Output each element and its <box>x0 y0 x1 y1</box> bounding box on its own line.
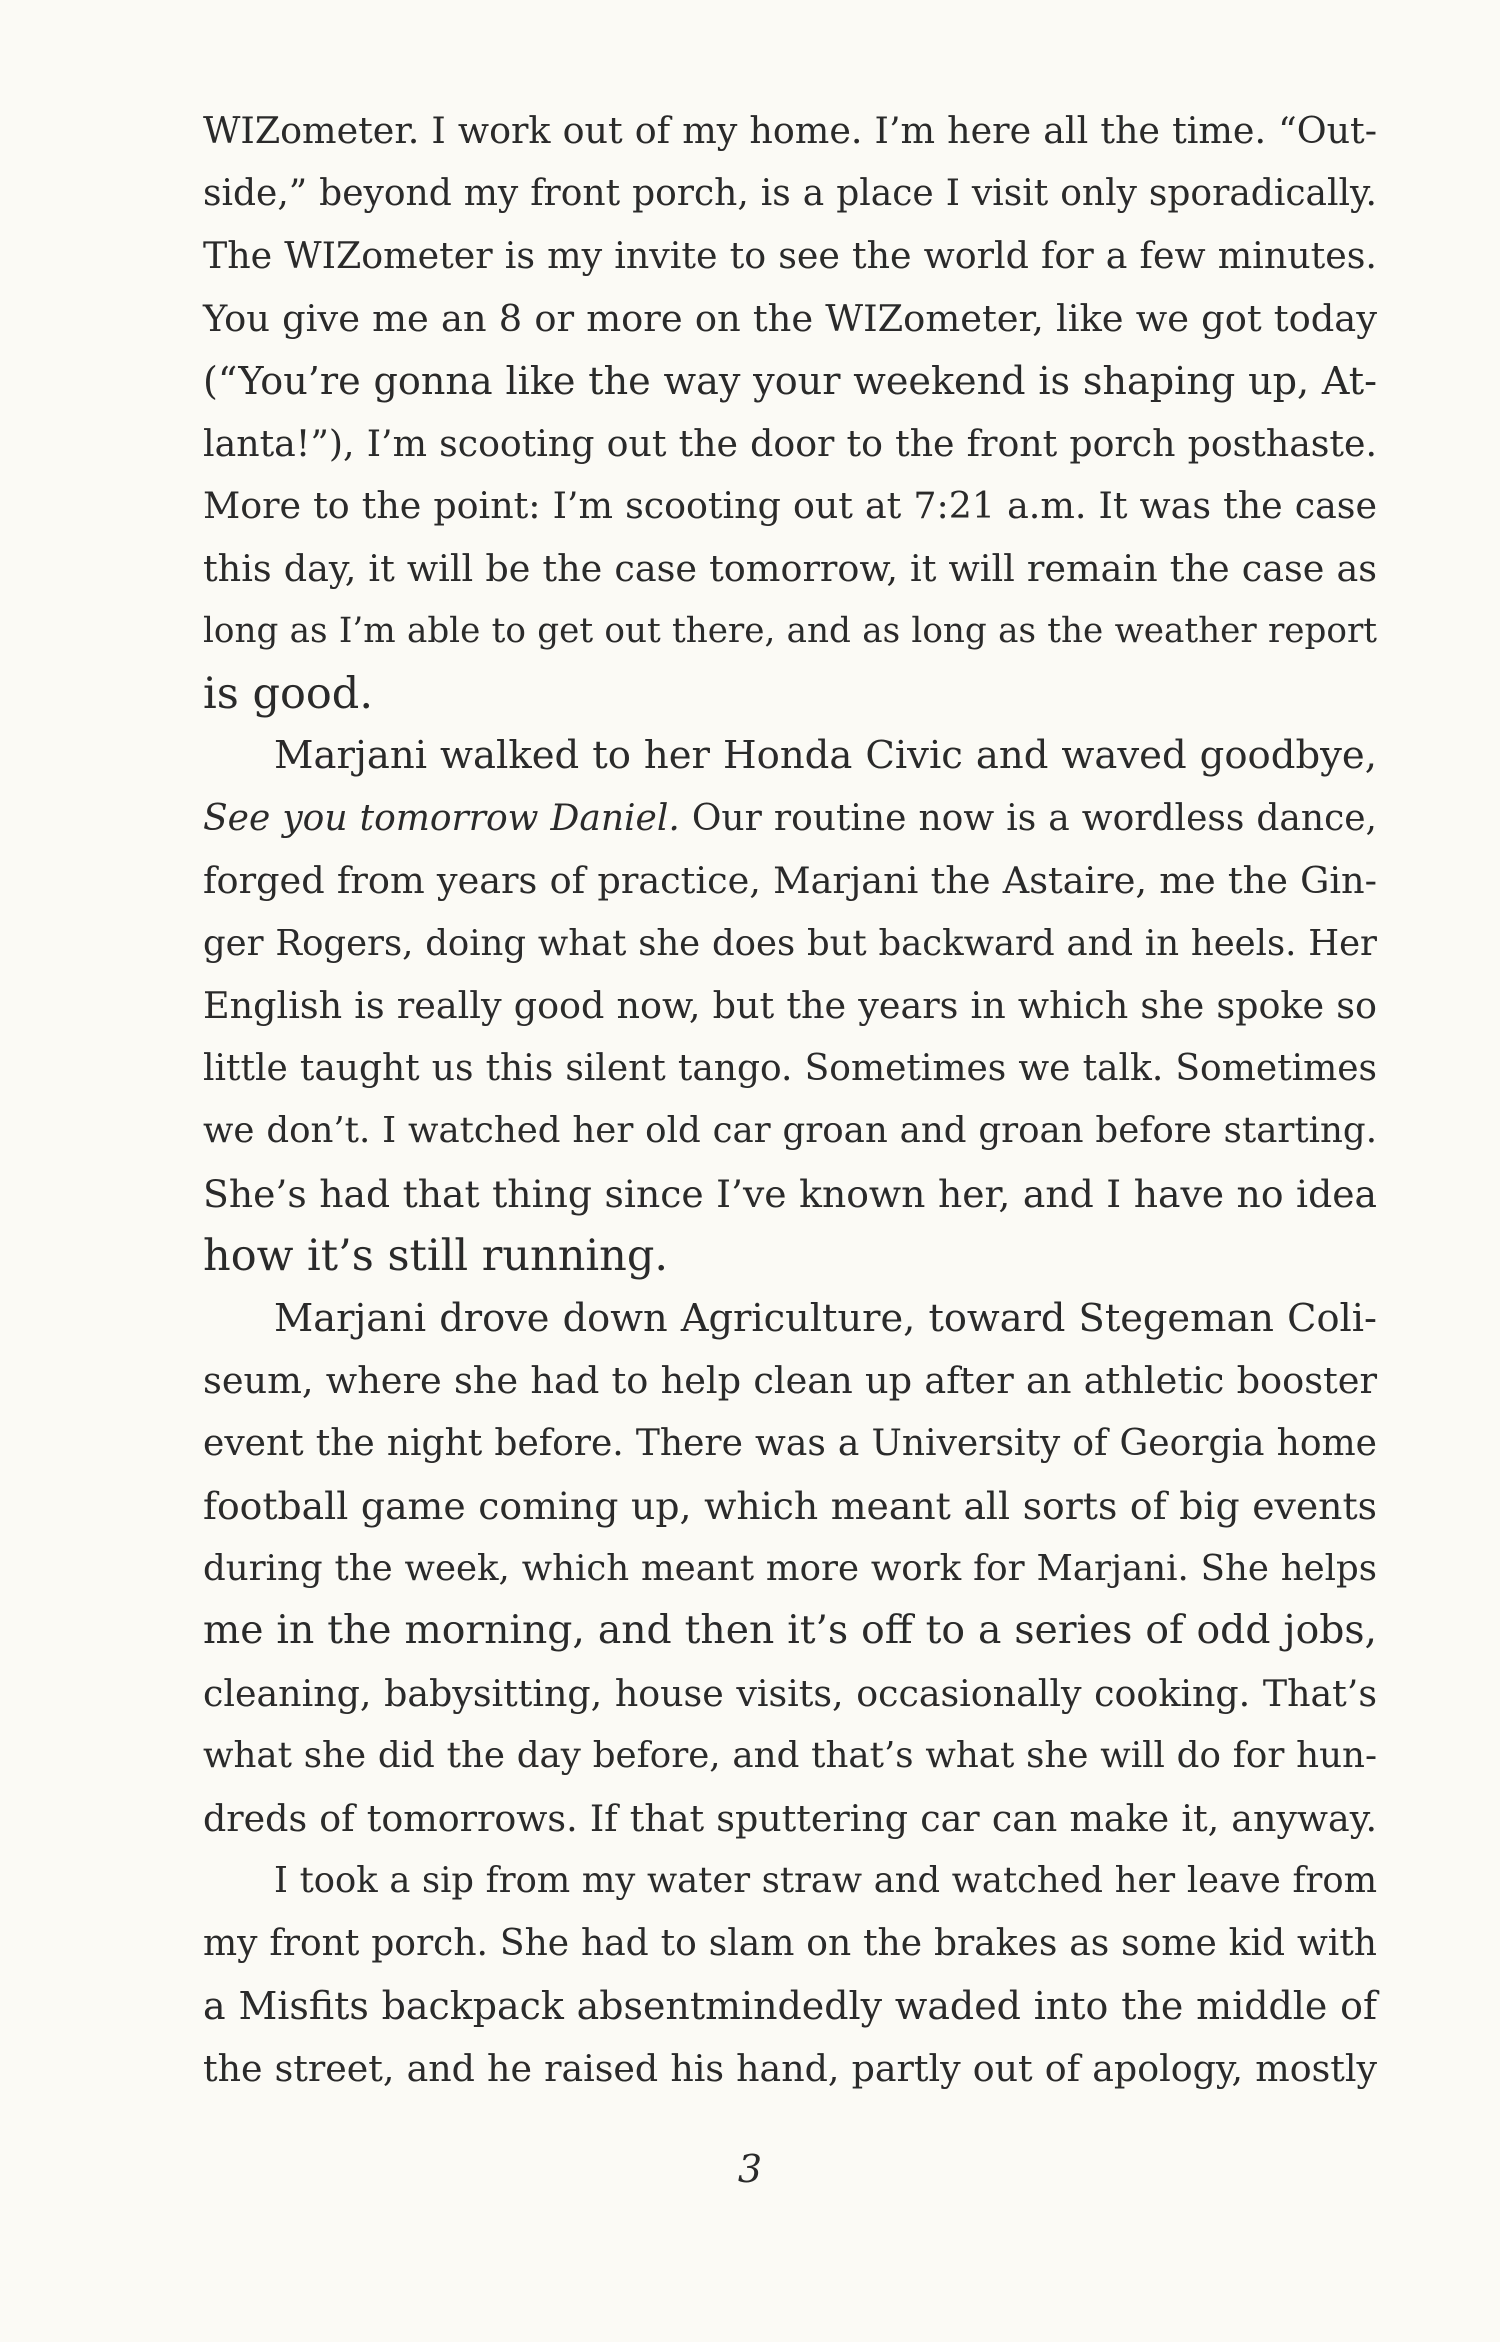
text-line: a Misfits backpack absentmindedly waded into the middle of <box>203 1984 1377 2028</box>
text-line: ger Rogers, doing what she does but backward and in heels. Her <box>203 922 1377 964</box>
page-number: 3 <box>737 2147 763 2191</box>
text-line: is good. <box>203 668 373 719</box>
text-line: long as I’m able to get out there, and as long as the weather report <box>203 611 1377 651</box>
text-line: how it’s still running. <box>203 1231 669 1281</box>
text-line-mixed <box>203 788 1377 851</box>
text-line: You give me an 8 or more on the WIZometer, like we got today <box>203 296 1377 340</box>
text-line: dreds of tomorrows. If that sputtering car can make it, anyway. <box>203 1796 1377 1840</box>
text-line: Marjani drove down Agriculture, toward Stegeman Coli- <box>274 1295 1377 1341</box>
text-line: side,” beyond my front porch, is a place I visit only sporadically. <box>203 172 1377 214</box>
text-line: (“You’re gonna like the way your weekend is shaping up, At- <box>203 359 1377 403</box>
text-line: forged from years of practice, Marjani the Astaire, me the Gin- <box>203 859 1377 902</box>
body-text <box>203 100 1377 2100</box>
text-line: football game coming up, which meant all sorts of big events <box>203 1484 1377 1528</box>
text-line: The WIZometer is my invite to see the world for a few minutes. <box>203 234 1377 277</box>
text-line: English is really good now, but the years in which she spoke so <box>203 984 1377 1027</box>
text-line: More to the point: I’m scooting out at 7:21 a.m. It was the case <box>203 484 1377 527</box>
text-line: the street, and he raised his hand, partly out of apology, mostly <box>203 2046 1377 2090</box>
text-line: during the week, which meant more work for Marjani. She helps <box>203 1547 1377 1589</box>
italic-phrase: See you tomorrow Daniel. <box>203 797 680 839</box>
text-line-remainder: Our routine now is a wordless dance, <box>691 797 1377 839</box>
text-line: my front porch. She had to slam on the brakes as some kid with <box>203 1922 1377 1964</box>
text-line: cleaning, babysitting, house visits, occasionally cooking. That’s <box>203 1671 1377 1715</box>
text-line: She’s had that thing since I’ve known her, and I have no idea <box>203 1171 1377 1216</box>
text-line: we don’t. I watched her old car groan and groan before starting. <box>203 1110 1377 1151</box>
text-line: lanta!”), I’m scooting out the door to the front porch posthaste. <box>203 421 1377 465</box>
text-line: I took a sip from my water straw and watched her leave from <box>274 1860 1377 1901</box>
text-line: WIZometer. I work out of my home. I’m here all the time. “Out- <box>203 109 1377 152</box>
text-line: this day, it will be the case tomorrow, it will remain the case as <box>203 546 1377 590</box>
text-line: event the night before. There was a University of Georgia home <box>203 1422 1377 1464</box>
text-line: me in the morning, and then it’s off to a series of odd jobs, <box>203 1608 1377 1653</box>
text-line: little taught us this silent tango. Sometimes we talk. Sometimes <box>203 1047 1377 1089</box>
text-line: what she did the day before, and that’s what she will do for hun- <box>203 1735 1377 1776</box>
text-line: seum, where she had to help clean up after an athletic booster <box>203 1359 1377 1402</box>
text-line: Marjani walked to her Honda Civic and waved goodbye, <box>274 733 1377 778</box>
